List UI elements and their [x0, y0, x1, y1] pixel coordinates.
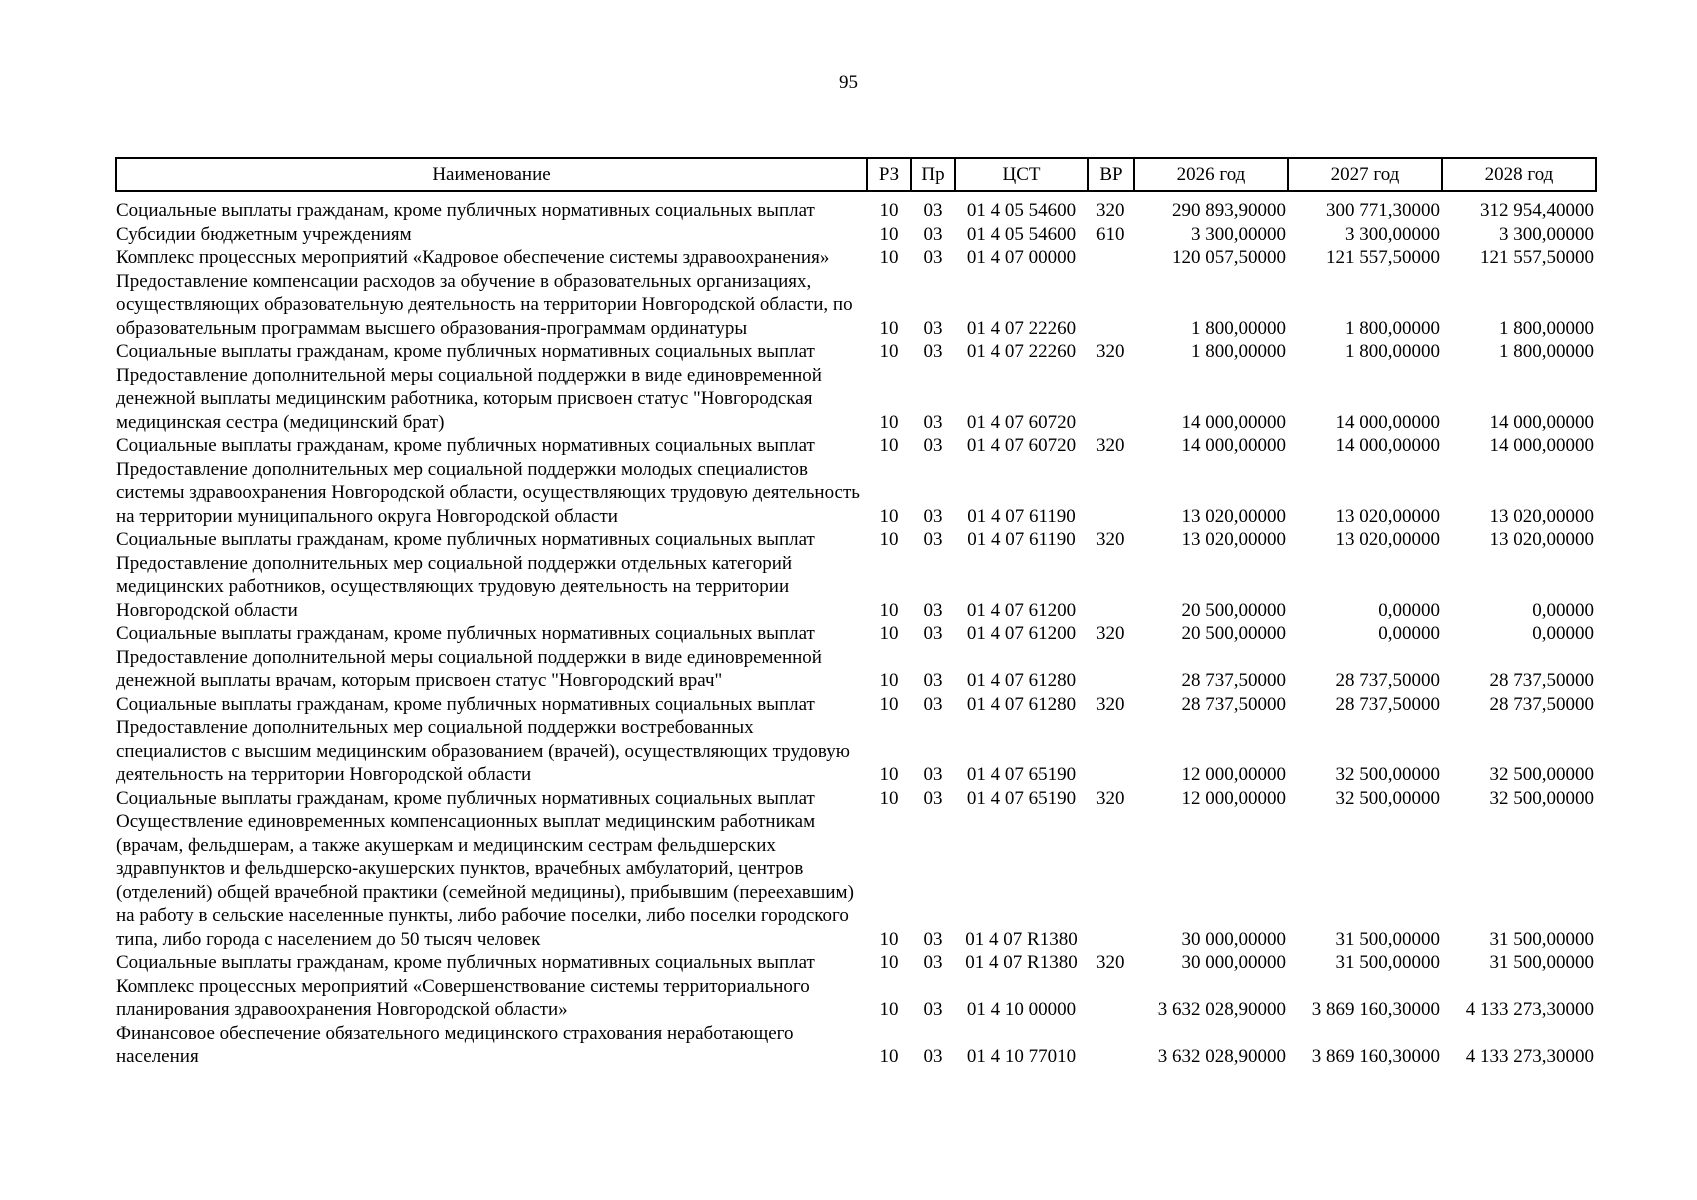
amount-2027-cell: 1 800,00000 [1345, 341, 1440, 362]
amount-2027-cell: 32 500,00000 [1335, 787, 1440, 809]
cst-cell: 01 4 05 54600 [966, 200, 1077, 221]
name-cell: Осуществление единовременных компенсационных выплат медицинским работникам (врачам, фельдшерам, а также акушеркам и медицинским сестрам фельдшерских здравпунктов и фельдшерско-акушерских пунктов, врачебных амбулаторий, центров (отделений) общей врачебной практики (семейной медицины), прибывшим (переехавшим) на работу в сельские населенные пункты, либо рабочие поселки, либо поселки городского типа, либо города с населением до 50 тысяч человек [116, 811, 854, 950]
amount-2026-cell: 28 737,50000 [1181, 670, 1286, 691]
amount-2028-cell: 1 800,00000 [1499, 341, 1594, 362]
pr-cell: 03 [923, 999, 943, 1020]
amount-2028-cell: 0,00000 [1532, 599, 1594, 621]
cst-cell: 01 4 07 22260 [966, 341, 1077, 362]
rz-cell: 10 [879, 1046, 899, 1067]
name-cell: Предоставление дополнительных мер социальной поддержки отдельных категорий медицинских работников, осуществляющих трудовую деятельность на территории Новгородской области [116, 552, 793, 621]
cst-cell: 01 4 07 00000 [966, 247, 1077, 268]
amount-2026-cell: 290 893,90000 [1172, 200, 1286, 221]
name-cell: Предоставление дополнительных мер социальной поддержки востребованных специалистов с высшим медицинским образованием (врачей), осуществляющих трудовую деятельность на территории Новгородской области [116, 717, 850, 785]
amount-2027-cell: 31 500,00000 [1335, 952, 1440, 973]
amount-2028-cell: 3 300,00000 [1499, 223, 1594, 245]
amount-2028-cell: 4 133 273,30000 [1465, 1046, 1594, 1067]
amount-2028-cell: 1 800,00000 [1499, 317, 1594, 339]
name-cell: Комплекс процессных мероприятий «Совершенствование системы территориального планирования здравоохранения Новгородской области» [116, 975, 810, 1020]
rz-cell: 10 [879, 200, 899, 221]
pr-cell: 03 [923, 1046, 943, 1067]
table-row [116, 646, 1596, 693]
cst-cell: 01 4 10 00000 [966, 999, 1077, 1020]
vr-cell [1088, 1022, 1134, 1069]
name-cell: Финансовое обеспечение обязательного медицинского страхования неработающего населения [116, 1022, 794, 1067]
table-row [116, 434, 1596, 458]
amount-2026-cell: 12 000,00000 [1181, 787, 1286, 809]
pr-cell: 03 [923, 693, 943, 715]
cst-cell: 01 4 07 R1380 [965, 952, 1078, 973]
table-row [116, 1022, 1596, 1069]
amount-2028-cell: 32 500,00000 [1489, 764, 1594, 785]
pr-cell: 03 [923, 435, 943, 456]
amount-2028-cell: 312 954,40000 [1480, 200, 1594, 221]
table-row [116, 552, 1596, 623]
header-vr: ВР [1088, 158, 1134, 191]
amount-2027-cell: 3 300,00000 [1345, 223, 1440, 245]
amount-2028-cell: 31 500,00000 [1489, 928, 1594, 950]
amount-2026-cell: 3 632 028,90000 [1157, 1046, 1286, 1067]
pr-cell: 03 [923, 529, 943, 550]
cst-cell: 01 4 07 22260 [966, 317, 1077, 339]
pr-cell: 03 [923, 928, 943, 950]
name-cell: Социальные выплаты гражданам, кроме публичных нормативных социальных выплат [116, 529, 815, 550]
pr-cell: 03 [923, 599, 943, 621]
table-row [116, 693, 1596, 717]
pr-cell: 03 [923, 223, 943, 245]
amount-2026-cell: 14 000,00000 [1181, 411, 1286, 433]
amount-2027-cell: 28 737,50000 [1335, 693, 1440, 715]
vr-cell [1088, 716, 1134, 787]
amount-2027-cell: 3 869 160,30000 [1311, 1046, 1440, 1067]
name-cell: Предоставление дополнительной меры социальной поддержки в виде единовременной денежной выплаты медицинским работника, которым присвоен статус "Новгородская медицинская сестра (медицинский брат) [116, 364, 822, 433]
vr-cell [1088, 975, 1134, 1022]
pr-cell: 03 [923, 764, 943, 785]
header-2028: 2028 год [1442, 158, 1596, 191]
vr-cell: 610 [1096, 223, 1125, 245]
amount-2027-cell: 0,00000 [1378, 599, 1440, 621]
amount-2028-cell: 13 020,00000 [1489, 529, 1594, 550]
page-number: 95 [839, 72, 858, 93]
header-2026: 2026 год [1134, 158, 1288, 191]
table-row [116, 528, 1596, 552]
table-row [116, 716, 1596, 787]
name-cell: Предоставление компенсации расходов за обучение в образовательных организациях, осуществляющих образовательную деятельность на территории Новгородской области, по образовательным программам высшего образования-программам ординатуры [116, 270, 853, 339]
cst-cell: 01 4 07 R1380 [965, 928, 1078, 950]
name-cell: Социальные выплаты гражданам, кроме публичных нормативных социальных выплат [116, 952, 815, 973]
table-row [116, 340, 1596, 364]
amount-2026-cell: 1 800,00000 [1191, 341, 1286, 362]
amount-2026-cell: 28 737,50000 [1181, 693, 1286, 715]
vr-cell [1088, 364, 1134, 435]
cst-cell: 01 4 07 61280 [966, 670, 1077, 691]
pr-cell: 03 [923, 247, 943, 268]
name-cell: Социальные выплаты гражданам, кроме публичных нормативных социальных выплат [116, 787, 815, 809]
amount-2028-cell: 32 500,00000 [1489, 787, 1594, 809]
amount-2027-cell: 13 020,00000 [1335, 529, 1440, 550]
pr-cell: 03 [923, 670, 943, 691]
name-cell: Социальные выплаты гражданам, кроме публичных нормативных социальных выплат [116, 341, 815, 362]
rz-cell: 10 [879, 623, 899, 644]
amount-2028-cell: 121 557,50000 [1480, 247, 1594, 268]
vr-cell [1088, 810, 1134, 951]
amount-2026-cell: 13 020,00000 [1181, 505, 1286, 527]
amount-2028-cell: 0,00000 [1532, 623, 1594, 644]
table-body [116, 191, 1596, 1069]
amount-2026-cell: 14 000,00000 [1181, 435, 1286, 456]
vr-cell: 320 [1096, 787, 1125, 809]
amount-2027-cell: 3 869 160,30000 [1311, 999, 1440, 1020]
amount-2026-cell: 30 000,00000 [1181, 952, 1286, 973]
cst-cell: 01 4 07 60720 [966, 411, 1077, 433]
amount-2027-cell: 28 737,50000 [1335, 670, 1440, 691]
amount-2027-cell: 121 557,50000 [1326, 247, 1440, 268]
vr-cell: 320 [1096, 200, 1125, 221]
amount-2026-cell: 20 500,00000 [1181, 623, 1286, 644]
amount-2028-cell: 31 500,00000 [1489, 952, 1594, 973]
vr-cell [1088, 646, 1134, 693]
vr-cell: 320 [1096, 529, 1125, 550]
amount-2026-cell: 3 300,00000 [1191, 223, 1286, 245]
name-cell: Социальные выплаты гражданам, кроме публичных нормативных социальных выплат [116, 435, 815, 456]
amount-2027-cell: 0,00000 [1378, 623, 1440, 644]
vr-cell: 320 [1096, 693, 1125, 715]
name-cell: Субсидии бюджетным учреждениям [116, 223, 412, 245]
table-row [116, 246, 1596, 270]
amount-2028-cell: 13 020,00000 [1489, 505, 1594, 527]
header-cst: ЦСТ [955, 158, 1088, 191]
table-row [116, 951, 1596, 975]
rz-cell: 10 [879, 670, 899, 691]
rz-cell: 10 [879, 317, 899, 339]
cst-cell: 01 4 07 61190 [967, 505, 1076, 527]
name-cell: Предоставление дополнительных мер социальной поддержки молодых специалистов системы здравоохранения Новгородской области, осуществляющих трудовую деятельность на территории муниципального округа Новгородской области [116, 458, 860, 527]
rz-cell: 10 [879, 411, 899, 433]
name-cell: Комплекс процессных мероприятий «Кадровое обеспечение системы здравоохранения» [116, 247, 830, 268]
header-pr: Пр [911, 158, 955, 191]
pr-cell: 03 [923, 952, 943, 973]
pr-cell: 03 [923, 411, 943, 433]
table-row [116, 622, 1596, 646]
cst-cell: 01 4 10 77010 [966, 1046, 1077, 1067]
table-header-row [116, 158, 1596, 191]
table-row [116, 191, 1596, 223]
name-cell: Социальные выплаты гражданам, кроме публичных нормативных социальных выплат [116, 623, 815, 644]
amount-2028-cell: 4 133 273,30000 [1465, 999, 1594, 1020]
amount-2027-cell: 31 500,00000 [1335, 928, 1440, 950]
pr-cell: 03 [923, 787, 943, 809]
vr-cell [1088, 552, 1134, 623]
amount-2028-cell: 28 737,50000 [1489, 670, 1594, 691]
rz-cell: 10 [879, 435, 899, 456]
rz-cell: 10 [879, 928, 899, 950]
amount-2027-cell: 14 000,00000 [1335, 411, 1440, 433]
rz-cell: 10 [879, 341, 899, 362]
vr-cell: 320 [1096, 341, 1125, 362]
amount-2027-cell: 32 500,00000 [1335, 764, 1440, 785]
amount-2026-cell: 12 000,00000 [1181, 764, 1286, 785]
rz-cell: 10 [879, 247, 899, 268]
vr-cell [1088, 246, 1134, 270]
rz-cell: 10 [879, 764, 899, 785]
cst-cell: 01 4 07 65190 [966, 787, 1077, 809]
rz-cell: 10 [879, 599, 899, 621]
amount-2027-cell: 300 771,30000 [1326, 200, 1440, 221]
amount-2027-cell: 1 800,00000 [1345, 317, 1440, 339]
vr-cell [1088, 458, 1134, 529]
cst-cell: 01 4 07 60720 [966, 435, 1077, 456]
budget-table [115, 157, 1597, 1069]
table-row [116, 787, 1596, 811]
header-name: Наименование [116, 158, 867, 191]
amount-2026-cell: 3 632 028,90000 [1157, 999, 1286, 1020]
cst-cell: 01 4 07 61200 [966, 623, 1077, 644]
cst-cell: 01 4 07 61190 [967, 529, 1076, 550]
table-row [116, 364, 1596, 435]
amount-2026-cell: 13 020,00000 [1181, 529, 1286, 550]
amount-2028-cell: 28 737,50000 [1489, 693, 1594, 715]
cst-cell: 01 4 07 61200 [966, 599, 1077, 621]
name-cell: Социальные выплаты гражданам, кроме публичных нормативных социальных выплат [116, 200, 815, 221]
amount-2026-cell: 20 500,00000 [1181, 599, 1286, 621]
amount-2026-cell: 1 800,00000 [1191, 317, 1286, 339]
amount-2028-cell: 14 000,00000 [1489, 435, 1594, 456]
table-row [116, 975, 1596, 1022]
pr-cell: 03 [923, 505, 943, 527]
rz-cell: 10 [879, 952, 899, 973]
rz-cell: 10 [879, 787, 899, 809]
table-row [116, 270, 1596, 341]
vr-cell: 320 [1096, 435, 1125, 456]
table-row [116, 223, 1596, 247]
pr-cell: 03 [923, 623, 943, 644]
amount-2028-cell: 14 000,00000 [1489, 411, 1594, 433]
table-row [116, 810, 1596, 951]
header-rz: РЗ [867, 158, 911, 191]
amount-2026-cell: 120 057,50000 [1172, 247, 1286, 268]
pr-cell: 03 [923, 317, 943, 339]
pr-cell: 03 [923, 341, 943, 362]
rz-cell: 10 [879, 505, 899, 527]
cst-cell: 01 4 07 65190 [966, 764, 1077, 785]
cst-cell: 01 4 07 61280 [966, 693, 1077, 715]
name-cell: Предоставление дополнительной меры социальной поддержки в виде единовременной денежной выплаты врачам, которым присвоен статус "Новгородский врач" [116, 646, 822, 691]
table-row [116, 458, 1596, 529]
amount-2026-cell: 30 000,00000 [1181, 928, 1286, 950]
rz-cell: 10 [879, 693, 899, 715]
header-2027: 2027 год [1288, 158, 1442, 191]
rz-cell: 10 [879, 999, 899, 1020]
amount-2027-cell: 14 000,00000 [1335, 435, 1440, 456]
amount-2027-cell: 13 020,00000 [1335, 505, 1440, 527]
pr-cell: 03 [923, 200, 943, 221]
cst-cell: 01 4 05 54600 [966, 223, 1077, 245]
name-cell: Социальные выплаты гражданам, кроме публичных нормативных социальных выплат [116, 693, 815, 715]
vr-cell [1088, 270, 1134, 341]
rz-cell: 10 [879, 529, 899, 550]
rz-cell: 10 [879, 223, 899, 245]
vr-cell: 320 [1096, 952, 1125, 973]
vr-cell: 320 [1096, 623, 1125, 644]
